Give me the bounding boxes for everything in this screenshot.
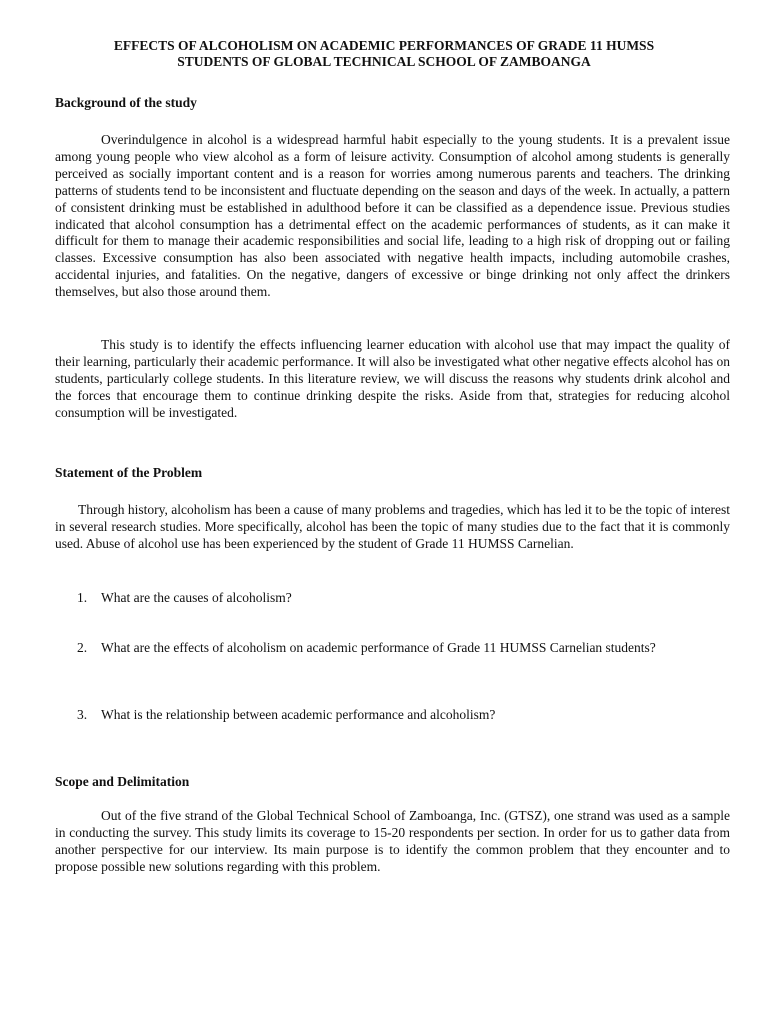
list-item — [55, 707, 730, 724]
list-item-text: What are the causes of alcoholism? — [101, 590, 292, 605]
problem-heading: Statement of the Problem — [55, 465, 203, 480]
background-paragraph-1: Overindulgence in alcohol is a widespread harmful habit especially to the young students. It is a prevalent issue among young people who view alcohol as a form of leisure activity. Consumption of alcohol among students is generally perceived as socially important content and is a reason for worries among numerous parents and teachers. The drinking patterns of students tend to be inconsistent and fluctuate depending on the season and days of the week. In actually, a pattern of consistent drinking must be established in adulthood before it can be classified as a dependence issue. Previous studies indicated that alcohol consumption has a detrimental effect on the academic performances of students, as it can make it difficult for them to manage their academic responsibilities and social life, leading to a high risk of dropping out or failing classes. Excessive consumption has also been associated with negative health impacts, including automobile crashes, accidental injuries, and fatalities. On the negative, dangers of excessive or binge drinking not only affect the drinkers themselves, but also those around them. — [55, 132, 730, 300]
list-item-number: 2. — [77, 640, 88, 655]
list-item-number: 3. — [77, 707, 88, 722]
list-item — [55, 590, 730, 607]
list-item-text: What is the relationship between academic performance and alcoholism? — [101, 707, 496, 722]
document-title — [40, 38, 728, 70]
background-heading: Background of the study — [55, 95, 197, 110]
list-item-number: 1. — [77, 590, 88, 605]
problem-paragraph: Through history, alcoholism has been a cause of many problems and tragedies, which has led it to be the topic of interest in several research studies. More specifically, alcohol has been the topic of many studies due to the fact that it is commonly used. Abuse of alcohol use has been experienced by the student of Grade 11 HUMSS Carnelian. — [55, 502, 730, 551]
title-line-2: STUDENTS OF GLOBAL TECHNICAL SCHOOL OF ZAMBOANGA — [177, 54, 591, 69]
scope-paragraph: Out of the five strand of the Global Technical School of Zamboanga, Inc. (GTSZ), one strand was used as a sample in conducting the survey. This study limits its coverage to 15-20 respondents per section. In order for us to gather data from another perspective for our interview. Its main purpose is to identify the common problem that they encounter and to propose possible new solutions regarding with this problem. — [55, 808, 730, 874]
list-item-text: What are the effects of alcoholism on academic performance of Grade 11 HUMSS Carnelian students? — [101, 640, 656, 655]
background-paragraph-2: This study is to identify the effects influencing learner education with alcohol use that may impact the quality of their learning, particularly their academic performance. It will also be investigated what other negative effects alcohol has on students, particularly college students. In this literature review, we will discuss the reasons why students drink alcohol and the forces that encourage them to continue drinking despite the risks. Aside from that, strategies for reducing alcohol consumption will be investigated. — [55, 337, 730, 420]
scope-heading: Scope and Delimitation — [55, 774, 190, 789]
title-line-1: EFFECTS OF ALCOHOLISM ON ACADEMIC PERFORMANCES OF GRADE 11 HUMSS — [113, 38, 655, 53]
list-item — [55, 640, 730, 657]
